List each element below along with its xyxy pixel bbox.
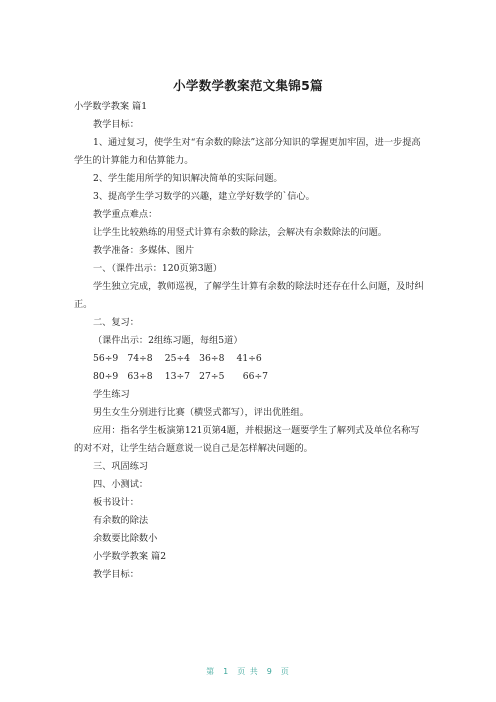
document-title: 小学数学教案范文集锦5篇 xyxy=(173,78,323,93)
paragraph: 1、通过复习，使学生对“有余数的除法”这部分知识的掌握更加牢固，进一步提高学生的计算能力和估算能力。 xyxy=(74,137,421,166)
paragraph: 三、巩固练习 xyxy=(93,461,149,472)
document-body xyxy=(74,98,424,584)
paragraph: 小学数学教案 篇1 xyxy=(74,101,148,112)
paragraph: 二、复习： xyxy=(93,317,139,328)
paragraph: 余数要比除数小 xyxy=(93,533,158,544)
paragraph: 教学重点难点： xyxy=(93,209,158,220)
footer-middle: 页 共 xyxy=(237,667,259,676)
paragraph: 学生独立完成，教师巡视，了解学生计算有余数的除法时还存在什么问题，及时纠正。 xyxy=(74,281,424,310)
footer-total-pages: 9 xyxy=(266,667,273,676)
paragraph: 80÷9 63÷8 13÷7 27÷5 66÷7 xyxy=(93,371,269,382)
paragraph: 学生练习 xyxy=(93,389,130,400)
paragraph: 2、学生能用所学的知识解决简单的实际问题。 xyxy=(93,173,283,184)
paragraph: 3、提高学生学习数学的兴趣，建立学好数学的`信心。 xyxy=(93,191,315,202)
paragraph: 有余数的除法 xyxy=(93,515,149,526)
paragraph: 教学目标： xyxy=(93,119,139,130)
paragraph: 男生女生分别进行比赛（横竖式都写），评出优胜组。 xyxy=(93,407,309,418)
paragraph: 应用：指名学生板演第121页第4题，并根据这一题要学生了解列式及单位名称写的对不对，让学生结合题意说一说自己是怎样解决问题的。 xyxy=(74,425,420,454)
footer-suffix: 页 xyxy=(280,667,290,676)
paragraph: 板书设计： xyxy=(93,497,139,508)
footer-current-page: 1 xyxy=(223,667,230,676)
paragraph: 56÷9 74÷8 25÷4 36÷8 41÷6 xyxy=(93,353,262,364)
page-footer xyxy=(0,666,496,677)
paragraph: 教学准备：多媒体、图片 xyxy=(93,245,195,256)
paragraph: 一、（课件出示：120页第3题） xyxy=(93,263,223,274)
paragraph: 让学生比较熟练的用竖式计算有余数的除法，会解决有余数除法的问题。 xyxy=(93,227,387,238)
footer-prefix: 第 xyxy=(206,667,216,676)
paragraph: （课件出示：2组练习题，每组5道） xyxy=(93,335,243,346)
paragraph: 小学数学教案 篇2 xyxy=(93,551,167,562)
paragraph: 四、小测试： xyxy=(93,479,149,490)
paragraph: 教学目标： xyxy=(93,569,139,580)
